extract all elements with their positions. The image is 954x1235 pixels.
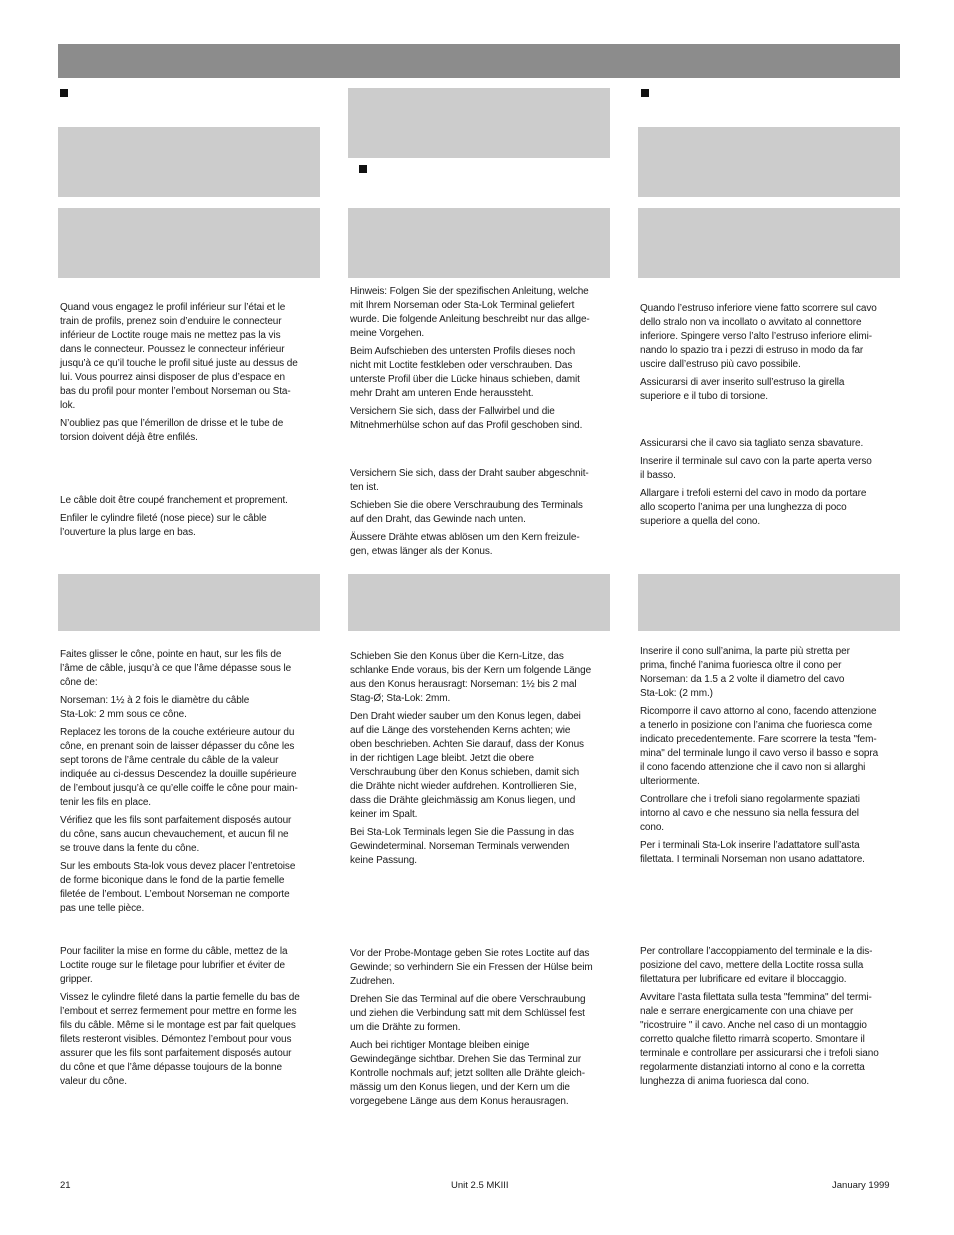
de-step2-text [350,467,612,563]
paragraph: Hinweis: Folgen Sie der spezifischen Anleitung, welche mit Ihrem Norseman oder Sta-Lok Terminal geliefert wurde. Die folgende Anleitung beschreibt nur das allge- meine Vorgehen. [350,286,590,339]
it-step1-text [640,302,902,408]
paragraph: Schieben Sie den Konus über die Kern-Litze, das schlanke Ende voraus, bis der Kern um folgende Länge aus den Konus herausragt: Norseman: 1½ bis 2 mal Stag-Ø; Sta-Lok: 2mm. [350,651,592,704]
image-placeholder-de-2 [348,208,610,278]
de-step1-text [350,285,612,437]
paragraph: Assicurarsi che il cavo sia tagliato senza sbavature. [640,438,864,449]
paragraph: Drehen Sie das Terminal auf die obere Verschraubung und ziehen die Verbindung satt mit dem Schlüssel fest um die Drähte zu formen. [350,994,586,1033]
paragraph: Le câble doit être coupé franchement et proprement. [60,495,288,506]
paragraph: Äussere Drähte etwas ablösen um den Kern freizule- gen, etwas länger als der Konus. [350,532,580,557]
fr-step4-text [60,945,322,1093]
image-placeholder-it-2 [638,208,900,278]
paragraph: Den Draht wieder sauber um den Konus legen, dabei auf die Länge des vorstehenden Kerns achten; wie oben beschrieben. Achten Sie darauf, dass der Konus in der richtigen Lage bleibt. Jetzt die obere Verschraubung über den Konus schieben, damit sich die Drähte nicht wieder aufdrehen. Kontrollieren Sie, dass die Drähte gleichmässig am Konus liegen, und keiner im Spalt. [350,711,584,820]
paragraph: Faites glisser le cône, pointe en haut, sur les fils de l’âme de câble, jusqu’à ce que l’âme dépasse sous le cône de: [60,649,292,688]
paragraph: Versichern Sie sich, dass der Fallwirbel und die Mitnehmerhülse schon auf das Profil geschoben sind. [350,406,583,431]
header-bar [58,44,900,78]
paragraph: Quand vous engagez le profil inférieur sur l’étai et le train de profils, prenez soin d’enduire le connecteur inférieur de Loctite rouge mais ne mettez pas la vis dans le connecteur. Poussez le connecteur inférieur jusqu’à ce qu’il touche le profil situé juste au dessus de lui. Vous pourrez ainsi disposer de plus d’espace en bas du profil pour monter l’embout Norseman ou Sta- lok. [60,302,298,411]
paragraph: Vissez le cylindre fileté dans la partie femelle du bas de l’embout et serrez fermement pour mettre en forme les fils du câble. Même si le montage est par fait quelques filets resteront visibles. Démontez l’embout pour vous assurer que les fils sont parfaitement disposés autour du cône et que l’âme dépasse toujours de la bonne valeur du cône. [60,992,300,1087]
paragraph: Avvitare l’asta filettata sulla testa "femmina" del termi- nale e serrare energicamente con una chiave per "ricostruire " il cavo. Anche nel caso di un montaggio corretto qualche filetto rimarrà scoperto. Smontare il terminale e controllare per assicurarsi che i trefoli siano regolarmente distanziati intorno al cono e la corretta lunghezza di anima fuoriesca dal cono. [640,992,879,1087]
image-placeholder-de-0 [348,88,610,158]
footer-unit: Unit 2.5 MKIII [451,1180,509,1191]
section-bullet-it [641,89,649,97]
it-step2-text [640,437,902,533]
paragraph: Norseman: 1½ à 2 fois le diamètre du câble Sta-Lok: 2 mm sous ce cône. [60,695,250,720]
it-step3-text [640,645,902,871]
image-placeholder-it-3 [638,574,900,631]
fr-step1-text [60,301,322,449]
image-placeholder-it-1 [638,127,900,197]
de-step3-text [350,650,612,872]
paragraph: Vérifiez que les fils sont parfaitement disposés autour du cône, sans aucun chevauchement, et aucun fil ne se trouve dans la fente du cône. [60,815,292,854]
paragraph: Inserire il terminale sul cavo con la parte aperta verso il basso. [640,456,872,481]
paragraph: Bei Sta-Lok Terminals legen Sie die Passung in das Gewindeterminal. Norseman Terminals verwenden keine Passung. [350,827,574,866]
paragraph: Replacez les torons de la couche extérieure autour du cône, en prenant soin de laisser dépasser du cône les sept torons de l’âme centrale du câble de la valeur indiquée au ci-dessus Descendez la douille supérieure de l’embout jusqu’à ce qu’elle coiffe le cône pour main- tenir les fils en place. [60,727,298,808]
paragraph: Versichern Sie sich, dass der Draht sauber abgeschnit- ten ist. [350,468,589,493]
paragraph: Allargare i trefoli esterni del cavo in modo da portare allo scoperto l’anima per una lunghezza di poco superiore a quella del cono. [640,488,867,527]
paragraph: Ricomporre il cavo attorno al cono, facendo attenzione a tenerlo in posizione con l’anima che fuoriesca come indicato precedentemente. Fare scorrere la testa "fem- mina" del terminale lungo il cavo verso il basso e sopra il cono facendo attenzione che il cavo non si allarghi ulteriormente. [640,706,879,787]
paragraph: Pour faciliter la mise en forme du câble, mettez de la Loctite rouge sur le filetage pour lubrifier et éviter de gripper. [60,946,288,985]
paragraph: Sur les embouts Sta-lok vous devez placer l’entretoise de forme biconique dans le fond de la partie femelle filetée de l’embout. L’embout Norseman ne comporte pas une telle pièce. [60,861,296,914]
paragraph: Beim Aufschieben des untersten Profils dieses noch nicht mit Loctite festkleben oder verschrauben. Das unterste Profil über die Lücke hinaus schieben, damit mehr Draht am unteren Ende heraussteht. [350,346,580,399]
de-step4-text [350,947,612,1113]
fr-step2-text [60,494,322,544]
paragraph: Enfiler le cylindre fileté (nose piece) sur le câble l’ouverture la plus large en bas. [60,513,267,538]
paragraph: Quando l’estruso inferiore viene fatto scorrere sul cavo dello stralo non va incollato o avvitato al connettore inferiore. Spingere verso l’alto l’estruso inferiore elimi- nando lo spazio tra i pezzi di estruso in modo da far uscire dall’estruso più cavo possibile. [640,303,877,370]
footer-date: January 1999 [832,1180,890,1191]
it-step4-text [640,945,902,1093]
paragraph: Controllare che i trefoli siano regolarmente spaziati intorno al cavo e che nessuno sia nella fessura del cono. [640,794,860,833]
image-placeholder-fr-2 [58,208,320,278]
paragraph: Auch bei richtiger Montage bleiben einige Gewindegänge sichtbar. Drehen Sie das Terminal zur Kontrolle nochmals auf; jetzt sollten alle Drähte gleich- mässig um den Konus liegen, und der Kern um die vorgegebene Länge aus dem Konus herausragen. [350,1040,585,1107]
image-placeholder-de-3 [348,574,610,631]
paragraph: N’oubliez pas que l’émerillon de drisse et le tube de torsion doivent déjà être enfilés. [60,418,284,443]
paragraph: Assicurarsi di aver inserito sull’estruso la girella superiore e il tubo di torsione. [640,377,845,402]
paragraph: Inserire il cono sull’anima, la parte più stretta per prima, finché l’anima fuoriesca oltre il cono per Norseman: da 1.5 a 2 volte il diametro del cavo Sta-Lok: (2 mm.) [640,646,850,699]
fr-step3-text [60,648,322,920]
paragraph: Schieben Sie die obere Verschraubung des Terminals auf den Draht, das Gewinde nach unten. [350,500,583,525]
section-bullet-fr [60,89,68,97]
paragraph: Per i terminali Sta-Lok inserire l’adattatore sull’asta filettata. I terminali Norseman non usano adattatore. [640,840,865,865]
page-number: 21 [60,1180,71,1191]
image-placeholder-fr-1 [58,127,320,197]
section-bullet-de [359,165,367,173]
paragraph: Vor der Probe-Montage geben Sie rotes Loctite auf das Gewinde; so verhindern Sie ein Fressen der Hülse beim Zudrehen. [350,948,593,987]
image-placeholder-fr-3 [58,574,320,631]
paragraph: Per controllare l’accoppiamento del terminale e la dis- posizione del cavo, mettere della Loctite rossa sulla filettatura per lubrificare ed evitare il bloccaggio. [640,946,873,985]
